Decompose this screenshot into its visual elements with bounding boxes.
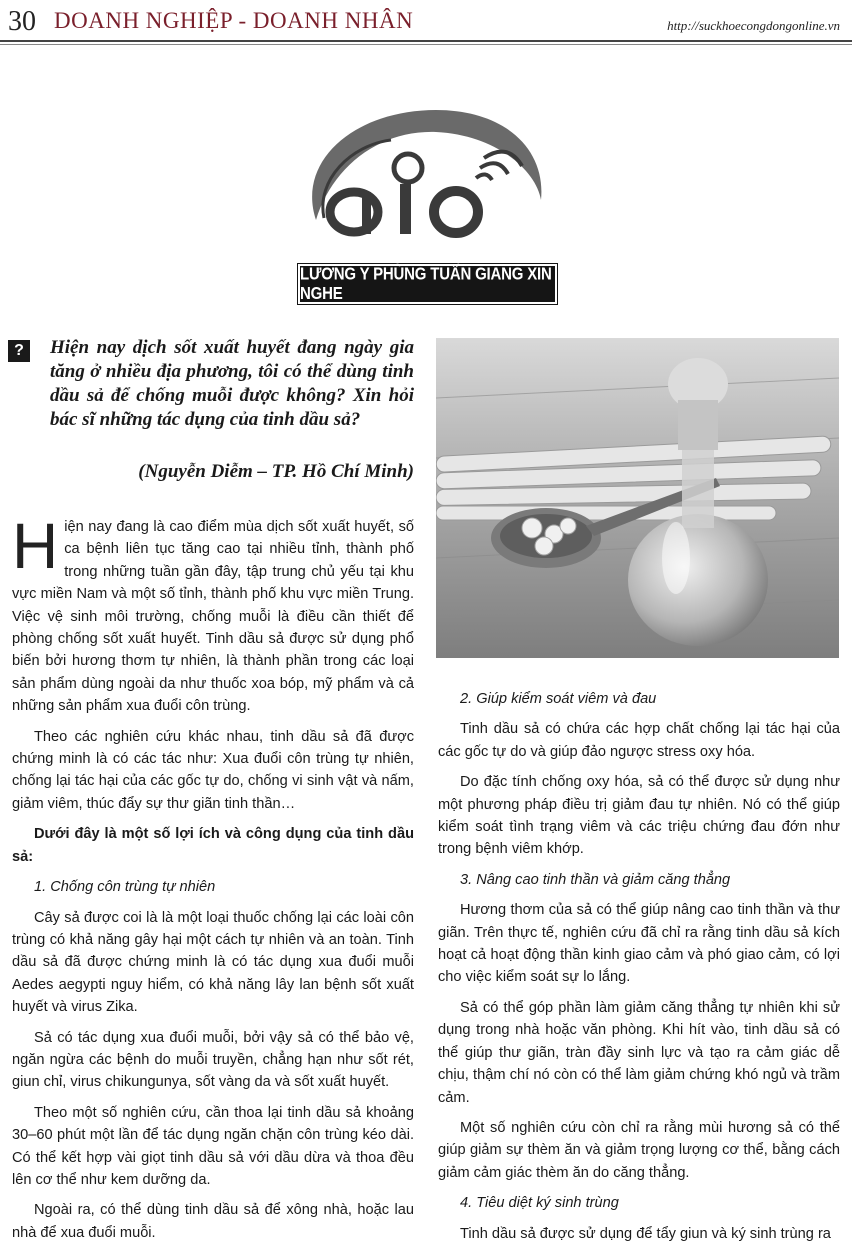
paragraph: Do đặc tính chống oxy hóa, sả có thể được sử dụng như một phương pháp điều trị giảm đau tự nhiên. Nó có thể giúp kiểm soát tình trạng viêm và các triệu chứng đau đớn như trong bệnh viêm khớp.	[438, 774, 840, 858]
paragraph: Tinh dầu sả được sử dụng để tẩy giun và ký sinh trùng ra	[460, 1225, 831, 1242]
paragraph: Cây sả được coi là là một loại thuốc chống lại các loài côn trùng có khả năng gây hại một cách tự nhiên và an toàn. Tinh dầu sả đã được chứng minh là có tác dụng xua đuổi muỗi Aedes aegypti nguy hiểm, có khả năng lây lan bệnh sốt xuất huyết và virus Zika.	[12, 909, 414, 1016]
lemongrass-oil-photo	[436, 338, 839, 658]
alo-logo	[296, 100, 552, 250]
subheading: 3. Nâng cao tinh thần và giảm căng thẳng	[460, 871, 731, 888]
subheading: 2. Giúp kiểm soát viêm và đau	[460, 691, 657, 707]
subheading: 4. Tiêu diệt ký sinh trùng	[460, 1195, 619, 1212]
article-right-column	[438, 688, 840, 1253]
site-url: http://suckhoecongdongonline.vn	[667, 18, 840, 33]
byline: LƯƠNG Y PHÙNG TUẤN GIANG XIN NGHE	[300, 264, 552, 304]
header-rule	[0, 40, 852, 42]
question-text: Hiện nay dịch sốt xuất huyết đang ngày gia tăng ở nhiều địa phương, tôi có thể dùng tinh dầu sả để chống muỗi được không? Xin hỏi bác sĩ những tác dụng của tinh dầu sả?	[50, 337, 414, 430]
drop-cap: H	[12, 510, 59, 582]
question-author: (Nguyễn Diễm – TP. Hồ Chí Minh)	[138, 461, 414, 482]
paragraph: Sả có tác dụng xua đuổi muỗi, bởi vậy sả có thể bảo vệ, ngăn ngừa các bệnh do muỗi truyền, chẳng hạn như sốt rét, giun chỉ, virus chikungunya, sốt vàng da và sốt xuất huyết.	[12, 1029, 414, 1091]
paragraph: Sả có thể góp phần làm giảm căng thẳng tự nhiên khi sử dụng trong nhà hoặc văn phòng. Khi hít vào, tinh dầu sả có thể giúp thư giãn, tràn đầy sinh lực và tạo ra cảm giác dễ chịu, thậm chí nó còn có thể làm giảm chứng khó ngủ và trầm cảm.	[438, 999, 840, 1106]
section-title: DOANH NGHIỆP - DOANH NHÂN	[54, 8, 414, 33]
paragraph-text: iện nay đang là cao điểm mùa dịch sốt xuất huyết, số ca bệnh liên tục tăng cao tại nhiều tỉnh, thành phố trong những tuần gần đây, tập trung chủ yếu tại khu vực miền Nam và một số tỉnh, thành phố khu vực miền Trung. Việc vệ sinh môi trường, chống muỗi là điều cần thiết để phòng chống sốt xuất huyết. Tinh dầu sả được sử dụng phổ biến bởi hương thơm tự nhiên, là thành phần trong các loại sản phẩm dùng ngoài da như thuốc xoa bóp, mỹ phẩm và cả những sản phẩm xua đuổi côn trùng.	[12, 519, 414, 715]
paragraph: Hương thơm của sả có thể giúp nâng cao tinh thần và thư giãn. Trên thực tế, nghiên cứu đã chỉ ra rằng tinh dầu sả kích hoạt cả hoạt động thần kinh giao cảm và phó giao cảm, có lợi cho việc kiểm soát sự lo lắng.	[438, 902, 840, 986]
article-left-column	[12, 510, 414, 1252]
paragraph: Tinh dầu sả có chứa các hợp chất chống lại tác hại của các gốc tự do và giúp đảo ngược stress oxy hóa.	[438, 721, 840, 760]
question-mark-icon: ?	[8, 340, 30, 362]
paragraph: Một số nghiên cứu còn chỉ ra rằng mùi hương sả có thể giúp giảm sự thèm ăn và giảm trọng lượng cơ thể, bằng cách giảm cảm giác thèm ăn do căng thẳng.	[438, 1119, 840, 1181]
page-header	[0, 0, 852, 44]
section-heading: Dưới đây là một số lợi ích và công dụng của tinh dầu sả:	[12, 826, 414, 865]
page-number: 30	[8, 6, 36, 37]
header-rule-thin	[0, 44, 852, 45]
subheading: 1. Chống côn trùng tự nhiên	[34, 879, 216, 896]
paragraph	[12, 510, 414, 718]
paragraph: Theo một số nghiên cứu, cần thoa lại tinh dầu sả khoảng 30–60 phút một lần để tác dụng ngăn chặn côn trùng kéo dài. Có thể kết hợp vài giọt tinh dầu sả với dầu dừa và thoa đều lên cơ thể như kem dưỡng da.	[12, 1104, 414, 1188]
paragraph: Ngoài ra, có thể dùng tinh dầu sả để xông nhà, hoặc lau nhà để xua đuổi muỗi.	[12, 1202, 414, 1241]
paragraph: Theo các nghiên cứu khác nhau, tinh dầu sả đã được chứng minh là có các tác như: Xua đuổi côn trùng tự nhiên, chống lại tác hại của các gốc tự do, chống vi sinh vật và nấm, giảm viêm, thúc đẩy sự thư giãn tinh thần…	[12, 728, 414, 812]
byline-box	[298, 264, 557, 304]
